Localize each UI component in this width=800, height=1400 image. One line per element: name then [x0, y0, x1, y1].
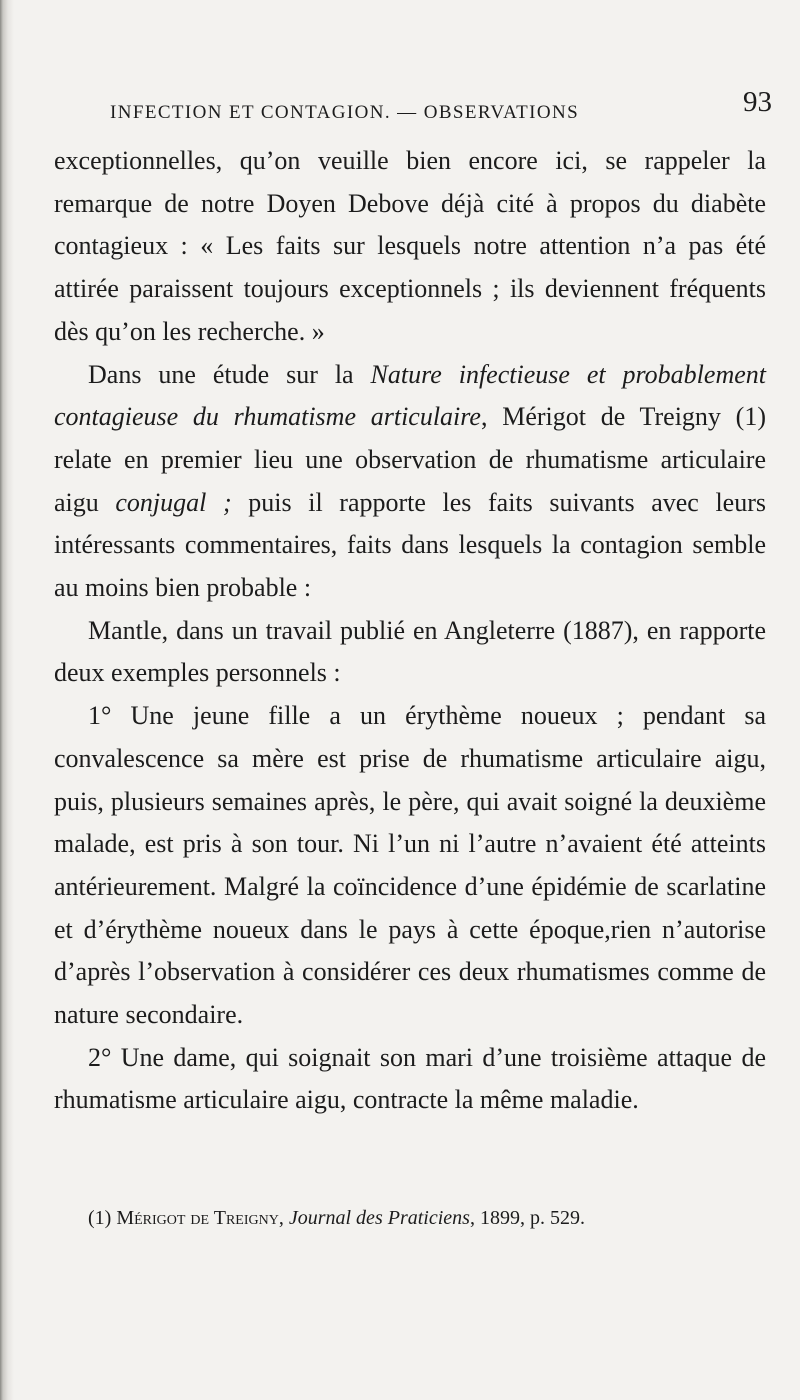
paragraph-3 — [54, 610, 766, 695]
paragraph-4-text: 1° Une jeune fille a un érythème noueux ; pendant sa convalescence sa mère est prise de rhumatisme articulaire aigu, puis, plusieurs semaines après, le père, qui avait soigné la deuxième malade, est pris à son tour. Ni l’un ni l’autre n’avaient été atteints antérieurement. Malgré la coïncidence d’une épidémie de scarlatine et d’érythème noueux dans le pays à cette époque,rien n’autorise d’après l’observation à considérer ces deux rhumatismes comme de nature secondaire. — [54, 701, 766, 1030]
paragraph-5-text: 2° Une dame, qui soignait son mari d’une troisième attaque de rhumatisme articulaire aigu, contracte la même maladie. — [54, 1042, 766, 1115]
running-head-title: INFECTION ET CONTAGION. — OBSERVATIONS — [110, 102, 580, 123]
paragraph-5 — [54, 1037, 766, 1122]
conjugal-emphasis: conjugal ; — [115, 487, 232, 517]
footnote-marker: (1) — [88, 1207, 117, 1229]
running-head — [110, 88, 800, 128]
footnote-author: Mérigot de Treigny — [116, 1207, 279, 1229]
paragraph-2-text-cont: , Mérigot de Treigny (1) relate en premier lieu une observation de rhumatisme articulaire aigu — [54, 402, 766, 517]
study-title: Nature infectieuse et probablement contagieuse du rhumatisme articulaire — [54, 359, 766, 432]
paragraph-4 — [54, 695, 766, 1037]
footnote-rest: , 1899, p. 529. — [469, 1207, 585, 1229]
paragraph-3-text: Mantle, dans un travail publié en Angleterre (1887), en rapporte deux exemples personnels : — [54, 615, 766, 688]
binding-edge-shadow — [0, 0, 14, 1400]
paragraph-2-text-end: puis il rapporte les faits suivants avec leurs intéressants commentaires, faits dans lesquels la contagion semble au moins bien probable : — [54, 487, 766, 603]
footnote — [54, 1203, 766, 1233]
paragraph-1-text: exceptionnelles, qu’on veuille bien encore ici, se rappeler la remarque de notre Doyen Debove déjà cité à propos du diabète contagieux : « Les faits sur lesquels notre attention n’a pas été attirée paraissent toujours exceptionnels ; ils deviennent fréquents dès qu’on les recherche. » — [54, 146, 766, 346]
footnote-journal: Journal des Praticiens — [288, 1207, 470, 1229]
paragraph-1 — [54, 140, 766, 354]
paragraph-2-text: Dans une étude sur la — [88, 359, 371, 389]
paragraph-2 — [54, 354, 766, 610]
page-number: 93 — [743, 86, 772, 118]
footnote-separator: , — [278, 1207, 289, 1229]
body-text — [54, 140, 766, 1122]
